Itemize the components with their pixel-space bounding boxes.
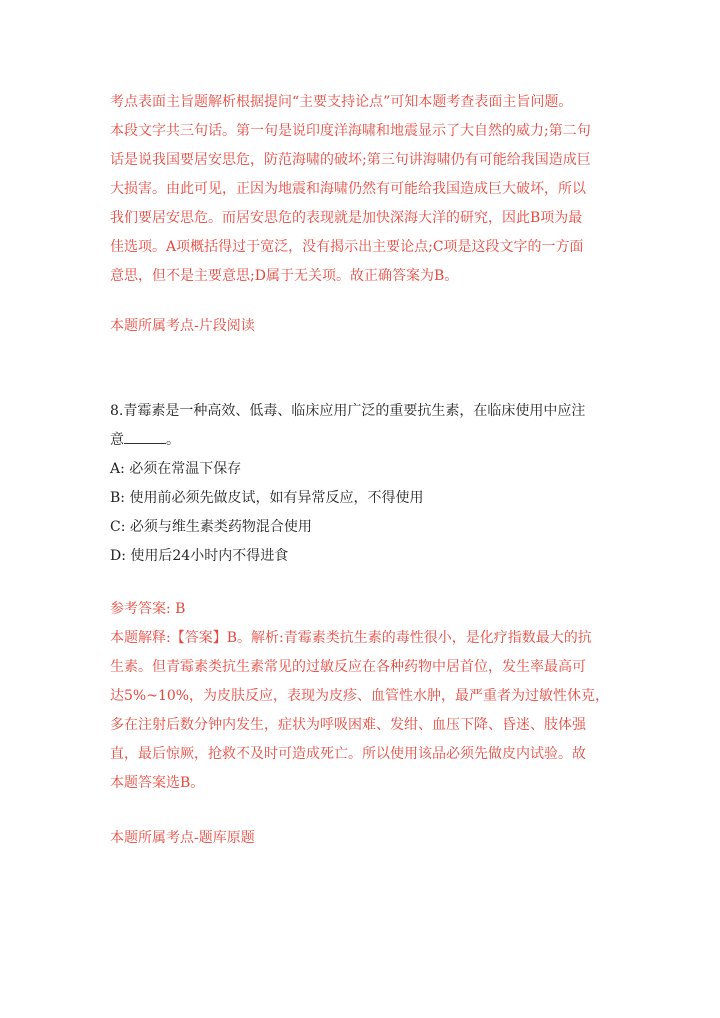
analysis-line: 话是说我国要居安思危，防范海啸的破坏;第三句讲海啸仍有可能给我国造成巨 <box>110 152 591 168</box>
analysis-line: 大损害。由此可见，正因为地震和海啸仍然有可能给我国造成巨大破坏，所以 <box>110 181 586 197</box>
analysis-line: 本段文字共三句话。第一句是说印度洋海啸和地震显示了大自然的威力;第二句 <box>110 123 591 139</box>
stem-prefix: 意 <box>110 432 124 448</box>
topic-label-2 <box>110 824 610 853</box>
analysis-paragraph <box>110 88 610 291</box>
question-8 <box>110 397 610 571</box>
answer-blank <box>124 429 166 444</box>
topic-text: 本题所属考点-题库原题 <box>110 830 255 846</box>
explanation-line: 多在注射后数分钟内发生，症状为呼吸困难、发绀、血压下降、昏迷、肢体强 <box>110 717 586 733</box>
explanation-line: 生素。但青霉素类抗生素常见的过敏反应在各种药物中居首位，发生率最高可 <box>110 659 586 675</box>
analysis-line: 佳选项。A项概括得过于宽泛，没有揭示出主要论点;C项是这段文字的一方面 <box>110 239 584 255</box>
explanation-paragraph <box>110 624 610 798</box>
analysis-line: 考点表面主旨题解析根据提问“主要支持论点”可知本题考查表面主旨问题。 <box>110 94 573 110</box>
topic-text: 本题所属考点-片段阅读 <box>110 318 255 334</box>
explanation-line: 本题解释:【答案】B。解析:青霉素类抗生素的毒性很小，是化疗指数最大的抗 <box>110 630 592 646</box>
option-a: A: 必须在常温下保存 <box>110 461 242 477</box>
explanation-line: 直，最后惊厥，抢救不及时可造成死亡。所以使用该品必须先做皮内试验。故 <box>110 746 586 762</box>
question-stem-line: 8.青霉素是一种高效、低毒、临床应用广泛的重要抗生素，在临床使用中应注 <box>110 403 586 419</box>
analysis-line: 我们要居安思危。而居安思危的表现就是加快深海大洋的研究，因此B项为最 <box>110 210 583 226</box>
option-c: C: 必须与维生素类药物混合使用 <box>110 519 312 535</box>
reference-answer <box>110 595 610 624</box>
topic-label-1 <box>110 312 610 341</box>
option-b: B: 使用前必须先做皮试，如有异常反应，不得使用 <box>110 490 424 506</box>
stem-suffix: 。 <box>166 432 180 448</box>
option-d: D: 使用后24小时内不得进食 <box>110 548 289 564</box>
question-stem-line <box>110 426 610 455</box>
explanation-line: 达5%~10%，为皮肤反应，表现为皮疹、血管性水肿，最严重者为过敏性休克， <box>110 688 610 704</box>
answer-text: 参考答案: B <box>110 601 186 617</box>
explanation-line: 本题答案选B。 <box>110 775 205 791</box>
analysis-line: 意思，但不是主要意思;D属于无关项。故正确答案为B。 <box>110 268 459 284</box>
